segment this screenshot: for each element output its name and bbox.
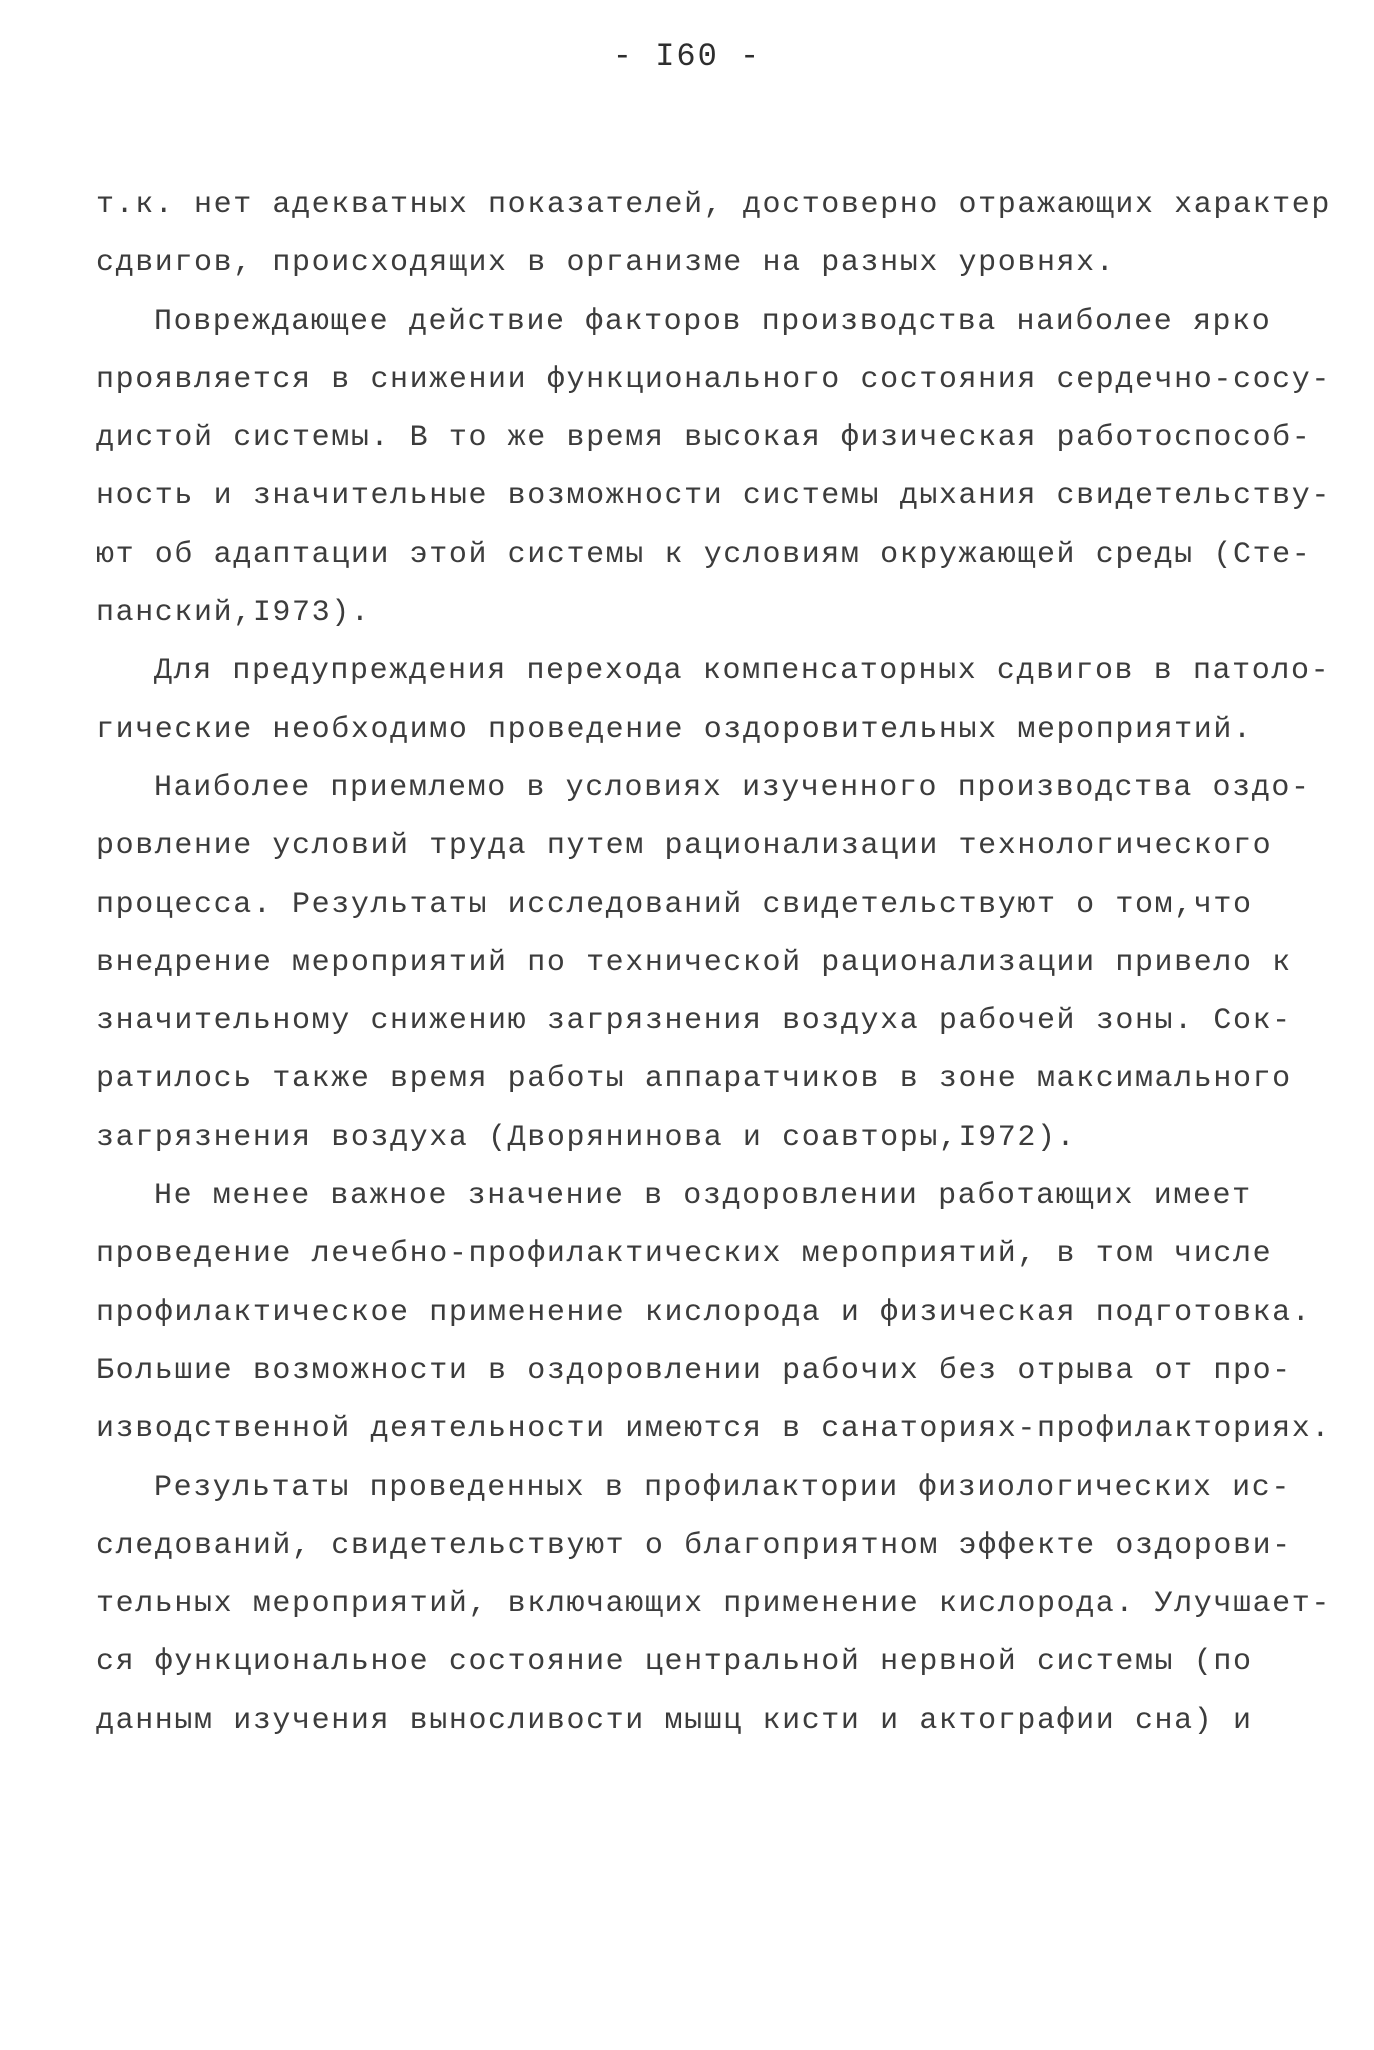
text-line: профилактическое применение кислорода и физическая подготовка. [96,1295,1312,1330]
text-line: Результаты проведенных в профилактории физиологических ис- [154,1470,1291,1505]
text-line: Большие возможности в оздоровлении рабочих без отрыва от про- [96,1353,1292,1388]
text-line: значительному снижению загрязнения воздуха рабочей зоны. Сок- [96,1004,1292,1039]
text-line: ют об адаптации этой системы к условиям окружающей среды (Сте- [96,537,1312,572]
text-line: данным изучения выносливости мышц кисти и актографии сна) и [96,1703,1253,1738]
text-line: Повреждающее действие факторов производства наиболее ярко [154,304,1272,339]
text-line: т.к. нет адекватных показателей, достоверно отражающих характер [96,188,1331,222]
text-line: изводственной деятельности имеются в санаториях-профилакториях. [96,1412,1331,1447]
text-line: панский,I973). [96,596,371,631]
text-line: Наиболее приемлемо в условиях изученного производства оздо- [154,770,1311,805]
text-line: следований, свидетельствуют о благоприятном эффекте оздорови- [96,1528,1292,1563]
text-line: дистой системы. В то же время высокая физическая работоспособ- [96,421,1312,456]
body-text [96,176,1331,1750]
text-line: ся функциональное состояние центральной нервной системы (по [96,1645,1253,1680]
text-line: загрязнения воздуха (Дворянинова и соавторы,I972). [96,1120,1077,1155]
text-line: гические необходимо проведение оздоровительных мероприятий. [96,712,1253,747]
text-line: тельных мероприятий, включающих применение кислорода. Улучшает- [96,1587,1331,1622]
text-line: ность и значительные возможности системы дыхания свидетельству- [96,479,1331,514]
text-line: внедрение мероприятий по технической рационализации привело к [96,945,1292,980]
text-line: ровление условий труда путем рационализации технологического [96,829,1273,864]
text-line: сдвигов, происходящих в организме на разных уровнях. [96,246,1116,281]
page-number: - I60 - [612,38,762,75]
text-line: процесса. Результаты исследований свидетельствуют о том,что [96,887,1253,922]
text-line: Не менее важное значение в оздоровлении работающих имеет [154,1179,1252,1214]
text-line: ратилось также время работы аппаратчиков в зоне максимального [96,1062,1292,1097]
text-line: проведение лечебно-профилактических мероприятий, в том числе [96,1237,1273,1272]
text-line: Для предупреждения перехода компенсаторных сдвигов в патоло- [154,654,1331,689]
text-line: проявляется в снижении функционального состояния сердечно-сосу- [96,362,1331,397]
